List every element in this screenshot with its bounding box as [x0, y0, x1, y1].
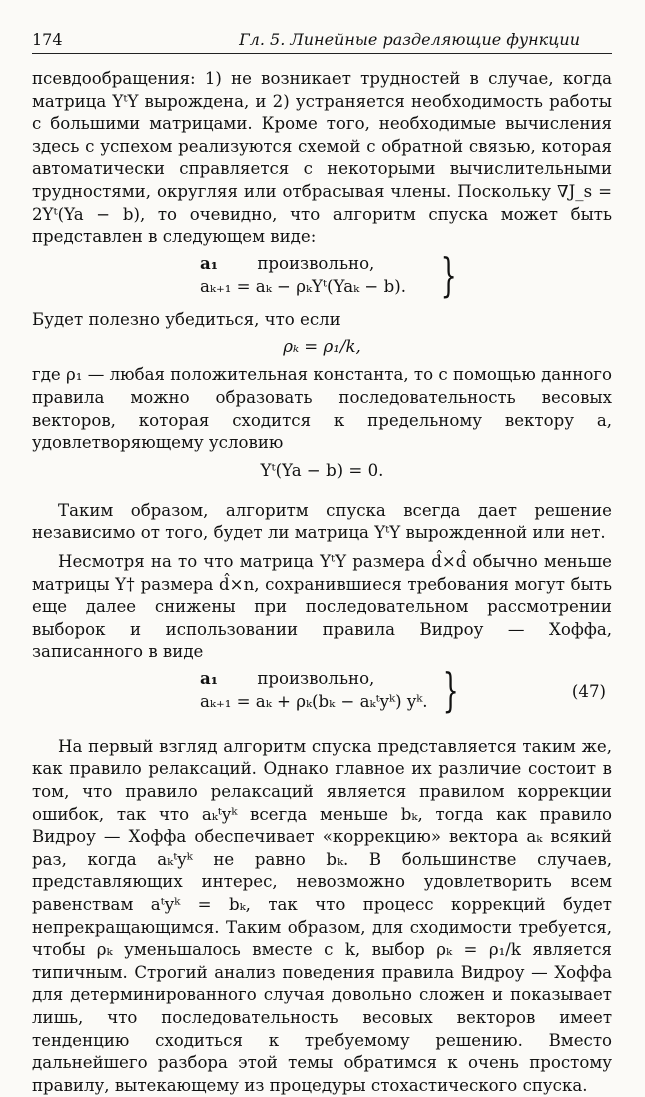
- paragraph-2: Будет полезно убедиться, что если: [32, 309, 341, 329]
- book-page: [32, 30, 612, 1097]
- formula-line-2: aₖ₊₁ = aₖ − ρₖYᵗ(Yaₖ − b).: [200, 276, 406, 296]
- running-head: [32, 30, 612, 54]
- right-brace-icon: }: [440, 247, 457, 302]
- paragraph-5: Несмотря на то что матрица YᵗY размера d̂×d̂ обычно меньше матрицы Y† размера d̂×n, сохранившиеся требования могут быть еще далее снижены при последовательном рассмотрении выборок и использовании правила Видроу — Хоффа, записанного в виде: [32, 551, 612, 662]
- equation-number: (47): [571, 681, 606, 701]
- page-number: 174: [32, 30, 63, 49]
- paragraph-3: где ρ₁ — любая положительная константа, то с помощью данного правила можно образовать последовательность весовых векторов, которая сходится к предельному вектору a, удовлетворяющему условию: [32, 365, 612, 453]
- formula-line-2: aₖ₊₁ = aₖ + ρₖ(bₖ − aₖᵗyᵏ) yᵏ.: [200, 691, 428, 711]
- chapter-title: Гл. 5. Линейные разделяющие функции: [239, 30, 580, 49]
- formula-var: a₁: [200, 252, 219, 273]
- paragraph-6: На первый взгляд алгоритм спуска представляется таким же, как правило релаксаций. Однако главное их различие состоит в том, что правило релаксаций является правилом коррекции ошибок, так что aₖᵗyᵏ всегда меньше bₖ, тогда как правило Видроу — Хоффа обеспечивает «коррекцию» вектора aₖ всякий раз, когда aₖᵗyᵏ не равно bₖ. В большинстве случаев, представляющих интерес, невозможно удовлетворить всем равенствам aᵗyᵏ = bₖ, так что процесс коррекций будет непрекращающимся. Таким образом, для сходимости требуется, чтобы ρₖ уменьшалось вместе с k, выбор ρₖ = ρ₁/k является типичным. Строгий анализ поведения правила Видроу — Хоффа для детерминированного случая довольно сложен и показывает лишь, что последовательность весовых векторов имеет тенденцию сходиться к требуемому решению. Вместо дальнейшего разбора этой темы обратимся к очень простому правилу, вытекающему из процедуры стохастического спуска.: [32, 736, 612, 1095]
- right-brace-icon: }: [442, 662, 459, 717]
- formula-line-1: [200, 668, 374, 688]
- formula-text: произвольно,: [257, 668, 375, 688]
- widrow-hoff-formula: [32, 662, 612, 718]
- condition-formula: Yᵗ(Ya − b) = 0.: [260, 460, 384, 480]
- formula-text: произвольно,: [257, 253, 375, 273]
- formula-line-1: [200, 253, 374, 273]
- rho-formula: ρₖ = ρ₁/k,: [283, 337, 361, 357]
- paragraph-1: псевдообращения: 1) не возникает трудностей в случае, когда матрица YᵗY вырождена, и 2) устраняется необходимость работы с большими матрицами. Кроме того, необходимые вычисления здесь с успехом реализуются схемой с обратной связью, которая автоматически справляется с некоторыми вычислительными трудностями, округляя или отбрасывая члены. Поскольку ∇J_s = 2Yᵗ(Ya − b), то очевидно, что алгоритм спуска может быть представлен в следующем виде:: [32, 69, 612, 247]
- paragraph-4: Таким образом, алгоритм спуска всегда дает решение независимо от того, будет ли матрица YᵗY вырожденной или нет.: [32, 500, 612, 543]
- formula-var: a₁: [200, 667, 219, 688]
- descent-algorithm-formula: [32, 247, 612, 303]
